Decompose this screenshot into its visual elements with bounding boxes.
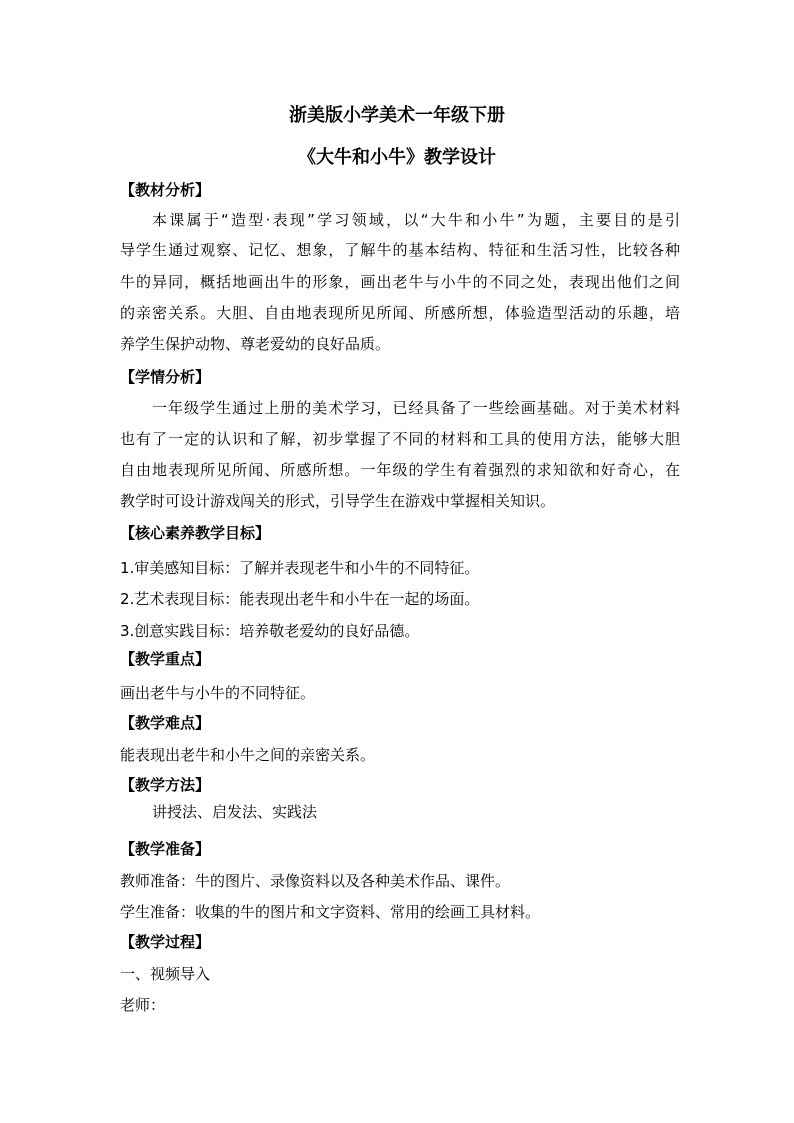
key-points-text: 画出老牛与小牛的不同特征。 (120, 684, 316, 702)
section-heading-methods: 【教学方法】 (120, 776, 211, 794)
goal-item: 3.创意实践目标：培养敬老爱幼的良好品德。 (120, 622, 420, 640)
paragraph-line: 本课属于“造型·表现”学习领域，以“大牛和小牛”为题，主要目的是引 (152, 211, 680, 229)
paragraph-line: 一年级学生通过上册的美术学习，已经具备了一些绘画基础。对于美术材料 (152, 399, 680, 417)
section-heading-student-analysis: 【学情分析】 (120, 368, 211, 386)
section-heading-textbook-analysis: 【教材分析】 (120, 181, 211, 199)
paragraph-line: 教学时可设计游戏闯关的形式，引导学生在游戏中掌握相关知识。 (120, 492, 556, 510)
section-heading-difficulties: 【教学难点】 (120, 714, 211, 732)
goal-item: 2.艺术表现目标：能表现出老牛和小牛在一起的场面。 (120, 590, 480, 608)
teacher-preparation: 教师准备：牛的图片、录像资料以及各种美术作品、课件。 (120, 872, 511, 890)
difficulties-text: 能表现出老牛和小牛之间的亲密关系。 (120, 746, 376, 764)
section-heading-preparation: 【教学准备】 (120, 840, 211, 858)
paragraph-line: 导学生通过观察、记忆、想象，了解牛的基本结构、特征和生活习性，比较各种 (120, 241, 680, 259)
paragraph-line: 养学生保护动物、尊老爱幼的良好品质。 (120, 335, 391, 353)
paragraph-line: 自由地表现所见所闻、所感所想。一年级的学生有着强烈的求知欲和好奇心，在 (120, 461, 680, 479)
goal-item: 1.审美感知目标：了解并表现老牛和小牛的不同特征。 (120, 559, 480, 577)
paragraph-line: 牛的异同，概括地画出牛的形象，画出老牛与小牛的不同之处，表现出他们之间 (120, 273, 680, 291)
paragraph-line: 的亲密关系。大胆、自由地表现所见所闻、所感所想，体验造型活动的乐趣，培 (120, 304, 680, 322)
process-step: 一、视频导入 (120, 965, 211, 983)
process-speaker: 老师： (120, 996, 166, 1014)
document-subtitle: 《大牛和小牛》教学设计 (298, 147, 496, 168)
student-preparation: 学生准备：收集的牛的图片和文字资料、常用的绘画工具材料。 (120, 903, 541, 921)
section-heading-process: 【教学过程】 (120, 933, 211, 951)
paragraph-line: 也有了一定的认识和了解，初步掌握了不同的材料和工具的使用方法，能够大胆 (120, 430, 680, 448)
document-title: 浙美版小学美术一年级下册 (289, 105, 505, 126)
section-heading-key-points: 【教学重点】 (120, 650, 211, 668)
methods-text: 讲授法、启发法、实践法 (152, 803, 318, 821)
section-heading-core-goals: 【核心素养教学目标】 (120, 524, 271, 542)
